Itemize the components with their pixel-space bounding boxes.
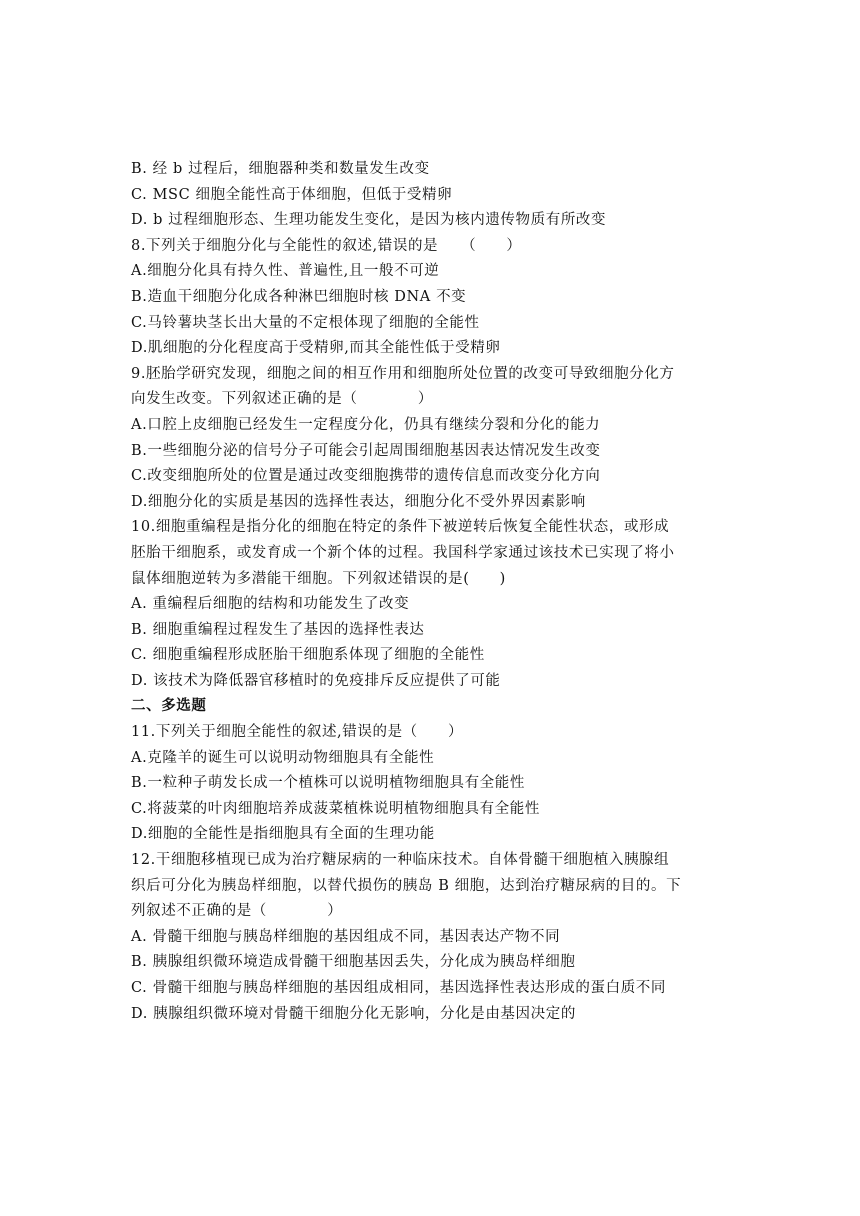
option-11b: B.一粒种子萌发长成一个植株可以说明植物细胞具有全能性 <box>131 775 525 792</box>
option-9d: D.细胞分化的实质是基因的选择性表达，细胞分化不受外界因素影响 <box>131 493 586 510</box>
option-7b: B. 经 b 过程后，细胞器种类和数量发生改变 <box>131 161 430 177</box>
document-page <box>131 157 731 1027</box>
option-8a: A.细胞分化具有持久性、普遍性,且一般不可逆 <box>131 263 440 280</box>
option-9b: B.一些细胞分泌的信号分子可能会引起周围细胞基因表达情况发生改变 <box>131 442 601 459</box>
question-11-stem: 11.下列关于细胞全能性的叙述,错误的是（ ） <box>131 724 464 741</box>
option-9c: C.改变细胞所处的位置是通过改变细胞携带的遗传信息而改变分化方向 <box>131 468 601 485</box>
question-11 <box>131 720 731 848</box>
question-12-stem-line-1: 12.干细胞移植现已成为治疗糖尿病的一种临床技术。自体骨髓干细胞植入胰腺组 <box>131 852 670 869</box>
question-10-stem-line-3: 鼠体细胞逆转为多潜能干细胞。下列叙述错误的是( ) <box>131 570 506 587</box>
option-8b: B.造血干细胞分化成各种淋巴细胞时核 DNA 不变 <box>131 288 467 305</box>
question-12-stem-line-3: 列叙述不正确的是（ ） <box>131 903 343 920</box>
option-10c: C. 细胞重编程形成胚胎干细胞系体现了细胞的全能性 <box>131 647 485 664</box>
option-12c: C. 骨髓干细胞与胰岛样细胞的基因组成相同，基因选择性表达形成的蛋白质不同 <box>131 980 666 996</box>
question-9-stem-line-1: 9.胚胎学研究发现，细胞之间的相互作用和细胞所处位置的改变可导致细胞分化方 <box>131 365 675 382</box>
option-10b: B. 细胞重编程过程发生了基因的选择性表达 <box>131 621 425 638</box>
option-12a: A. 骨髓干细胞与胰岛样细胞的基因组成不同，基因表达产物不同 <box>131 928 561 945</box>
question-7-options <box>131 157 731 234</box>
section-heading-multiple-choice: 二、多选题 <box>131 698 207 715</box>
question-10-stem-line-1: 10.细胞重编程是指分化的细胞在特定的条件下被逆转后恢复全能性状态，或形成 <box>131 519 670 536</box>
option-8d: D.肌细胞的分化程度高于受精卵,而其全能性低于受精卵 <box>131 340 501 357</box>
option-11d: D.细胞的全能性是指细胞具有全面的生理功能 <box>131 826 435 843</box>
question-10 <box>131 515 731 694</box>
question-10-stem-line-2: 胚胎干细胞系，或发育成一个新个体的过程。我国科学家通过该技术已实现了将小 <box>131 544 675 561</box>
question-8-stem: 8.下列关于细胞分化与全能性的叙述,错误的是 （ ） <box>131 237 522 254</box>
question-8 <box>131 234 731 362</box>
option-10d: D. 该技术为降低器官移植时的免疫排斥反应提供了可能 <box>131 672 501 689</box>
option-7c: C. MSC 细胞全能性高于体细胞，但低于受精卵 <box>131 186 453 203</box>
option-9a: A.口腔上皮细胞已经发生一定程度分化，仍具有继续分裂和分化的能力 <box>131 416 601 433</box>
question-12-stem-line-2: 织后可分化为胰岛样细胞，以替代损伤的胰岛 B 细胞，达到治疗糖尿病的目的。下 <box>131 877 682 894</box>
option-11a: A.克隆羊的诞生可以说明动物细胞具有全能性 <box>131 749 435 766</box>
option-11c: C.将菠菜的叶肉细胞培养成菠菜植株说明植物细胞具有全能性 <box>131 800 540 817</box>
option-8c: C.马铃薯块茎长出大量的不定根体现了细胞的全能性 <box>131 314 480 331</box>
option-12d: D. 胰腺组织微环境对骨髓干细胞分化无影响，分化是由基因决定的 <box>131 1005 576 1022</box>
option-7d: D. b 过程细胞形态、生理功能发生变化，是因为核内遗传物质有所改变 <box>131 212 607 229</box>
option-10a: A. 重编程后细胞的结构和功能发生了改变 <box>131 596 410 613</box>
option-12b: B. 胰腺组织微环境造成骨髓干细胞基因丢失，分化成为胰岛样细胞 <box>131 954 576 971</box>
question-9-stem-line-2: 向发生改变。下列叙述正确的是（ ） <box>131 391 433 408</box>
question-9 <box>131 362 731 516</box>
question-12 <box>131 848 731 1027</box>
